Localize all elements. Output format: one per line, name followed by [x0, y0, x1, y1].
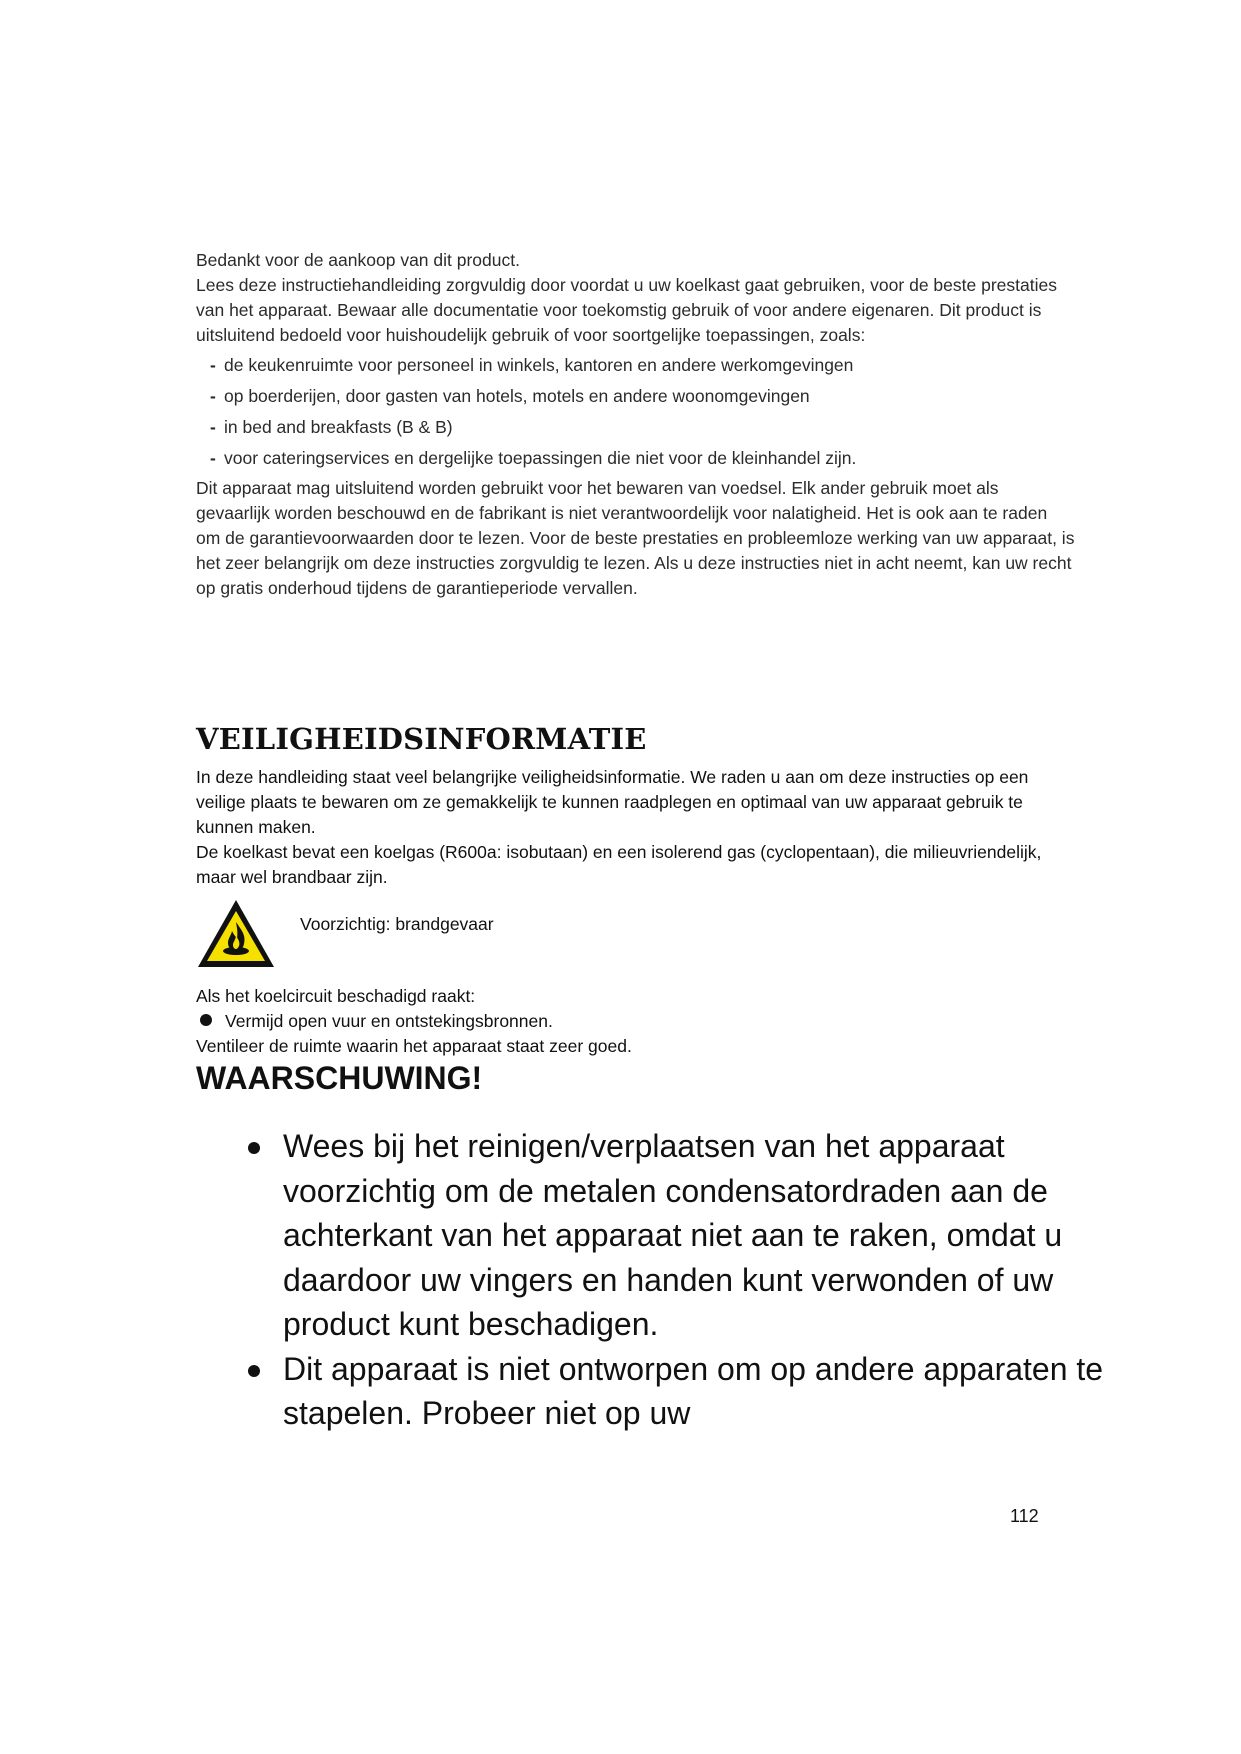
fire-warning: [196, 898, 796, 970]
safety-paragraph: In deze handleiding staat veel belangrijke veiligheidsinformatie. We raden u aan om deze instructies op een veilige plaats te bewaren om ze gemakkelijk te kunnen raadplegen en optimaal van uw apparaat gebruik te kunnen maken.: [196, 767, 1029, 837]
intro-closing: Dit apparaat mag uitsluitend worden gebruikt voor het bewaren van voedsel. Elk ander gebruik moet als gevaarlijk worden beschouwd en de fabrikant is niet verantwoordelijk voor nalatigheid. Het is ook aan te raden om de garantievoorwaarden door te lezen. Voor de beste prestaties en probleemloze werking van uw apparaat, is het zeer belangrijk om deze instructies zorgvuldig te lezen. Als u deze instructies niet in acht neemt, kan uw recht op gratis onderhoud tijdens de garantieperiode vervallen.: [196, 478, 1075, 598]
safety-heading: VEILIGHEIDSINFORMATIE: [196, 722, 647, 756]
bullet-icon: [200, 1014, 212, 1026]
safety-section: [196, 765, 1076, 890]
uses-list: [210, 350, 1076, 474]
thanks-line: Bedankt voor de aankoop van dit product.: [196, 250, 520, 270]
bullet-icon: [248, 1142, 260, 1154]
intro-paragraph: Lees deze instructiehandleiding zorgvuldig door voordat u uw koelkast gaat gebruiken, voor de beste prestaties van het apparaat. Bewaar alle documentatie voor toekomstig gebruik of voor andere eigenaren. Dit product is uitsluitend bedoeld voor huishoudelijk gebruik of voor soortgelijke toepassingen, zoals:: [196, 275, 1057, 345]
circuit-bullet-line: [196, 1009, 1076, 1034]
list-item: - op boerderijen, door gasten van hotels, motels en andere woonomgevingen: [210, 381, 1076, 412]
list-item: [244, 1347, 1104, 1436]
warning-item-text: Wees bij het reinigen/verplaatsen van het apparaat voorzichtig om de metalen condensatordraden aan de achterkant van het apparaat niet aan te raken, omdat u daardoor uw vingers en handen kunt verwonden of uw product kunt beschadigen.: [283, 1128, 1063, 1342]
bullet-icon: [248, 1365, 260, 1377]
circuit-ventilate: Ventileer de ruimte waarin het apparaat staat zeer goed.: [196, 1036, 632, 1056]
list-item: - de keukenruimte voor personeel in winkels, kantoren en andere werkomgevingen: [210, 350, 1076, 381]
circuit-section: [196, 984, 1076, 1059]
flammable-warning-icon: [196, 898, 276, 970]
circuit-intro: Als het koelcircuit beschadigd raakt:: [196, 986, 476, 1006]
page-number: 112: [1010, 1506, 1039, 1526]
list-item: - voor cateringservices en dergelijke toepassingen die niet voor de kleinhandel zijn.: [210, 443, 1076, 474]
list-item: - in bed and breakfasts (B & B): [210, 412, 1076, 443]
circuit-bullet-text: Vermijd open vuur en ontstekingsbronnen.: [225, 1011, 553, 1031]
intro-section: [196, 248, 1076, 601]
warning-list: [244, 1124, 1104, 1436]
list-item: [244, 1124, 1104, 1347]
fire-warning-caption: Voorzichtig: brandgevaar: [300, 914, 494, 934]
gas-paragraph: De koelkast bevat een koelgas (R600a: isobutaan) en een isolerend gas (cyclopentaan), die milieuvriendelijk, maar wel brandbaar zijn.: [196, 842, 1042, 887]
warning-item-text: Dit apparaat is niet ontworpen om op andere apparaten te stapelen. Probeer niet op uw: [283, 1350, 1104, 1431]
warning-heading: WAARSCHUWING!: [196, 1060, 483, 1096]
